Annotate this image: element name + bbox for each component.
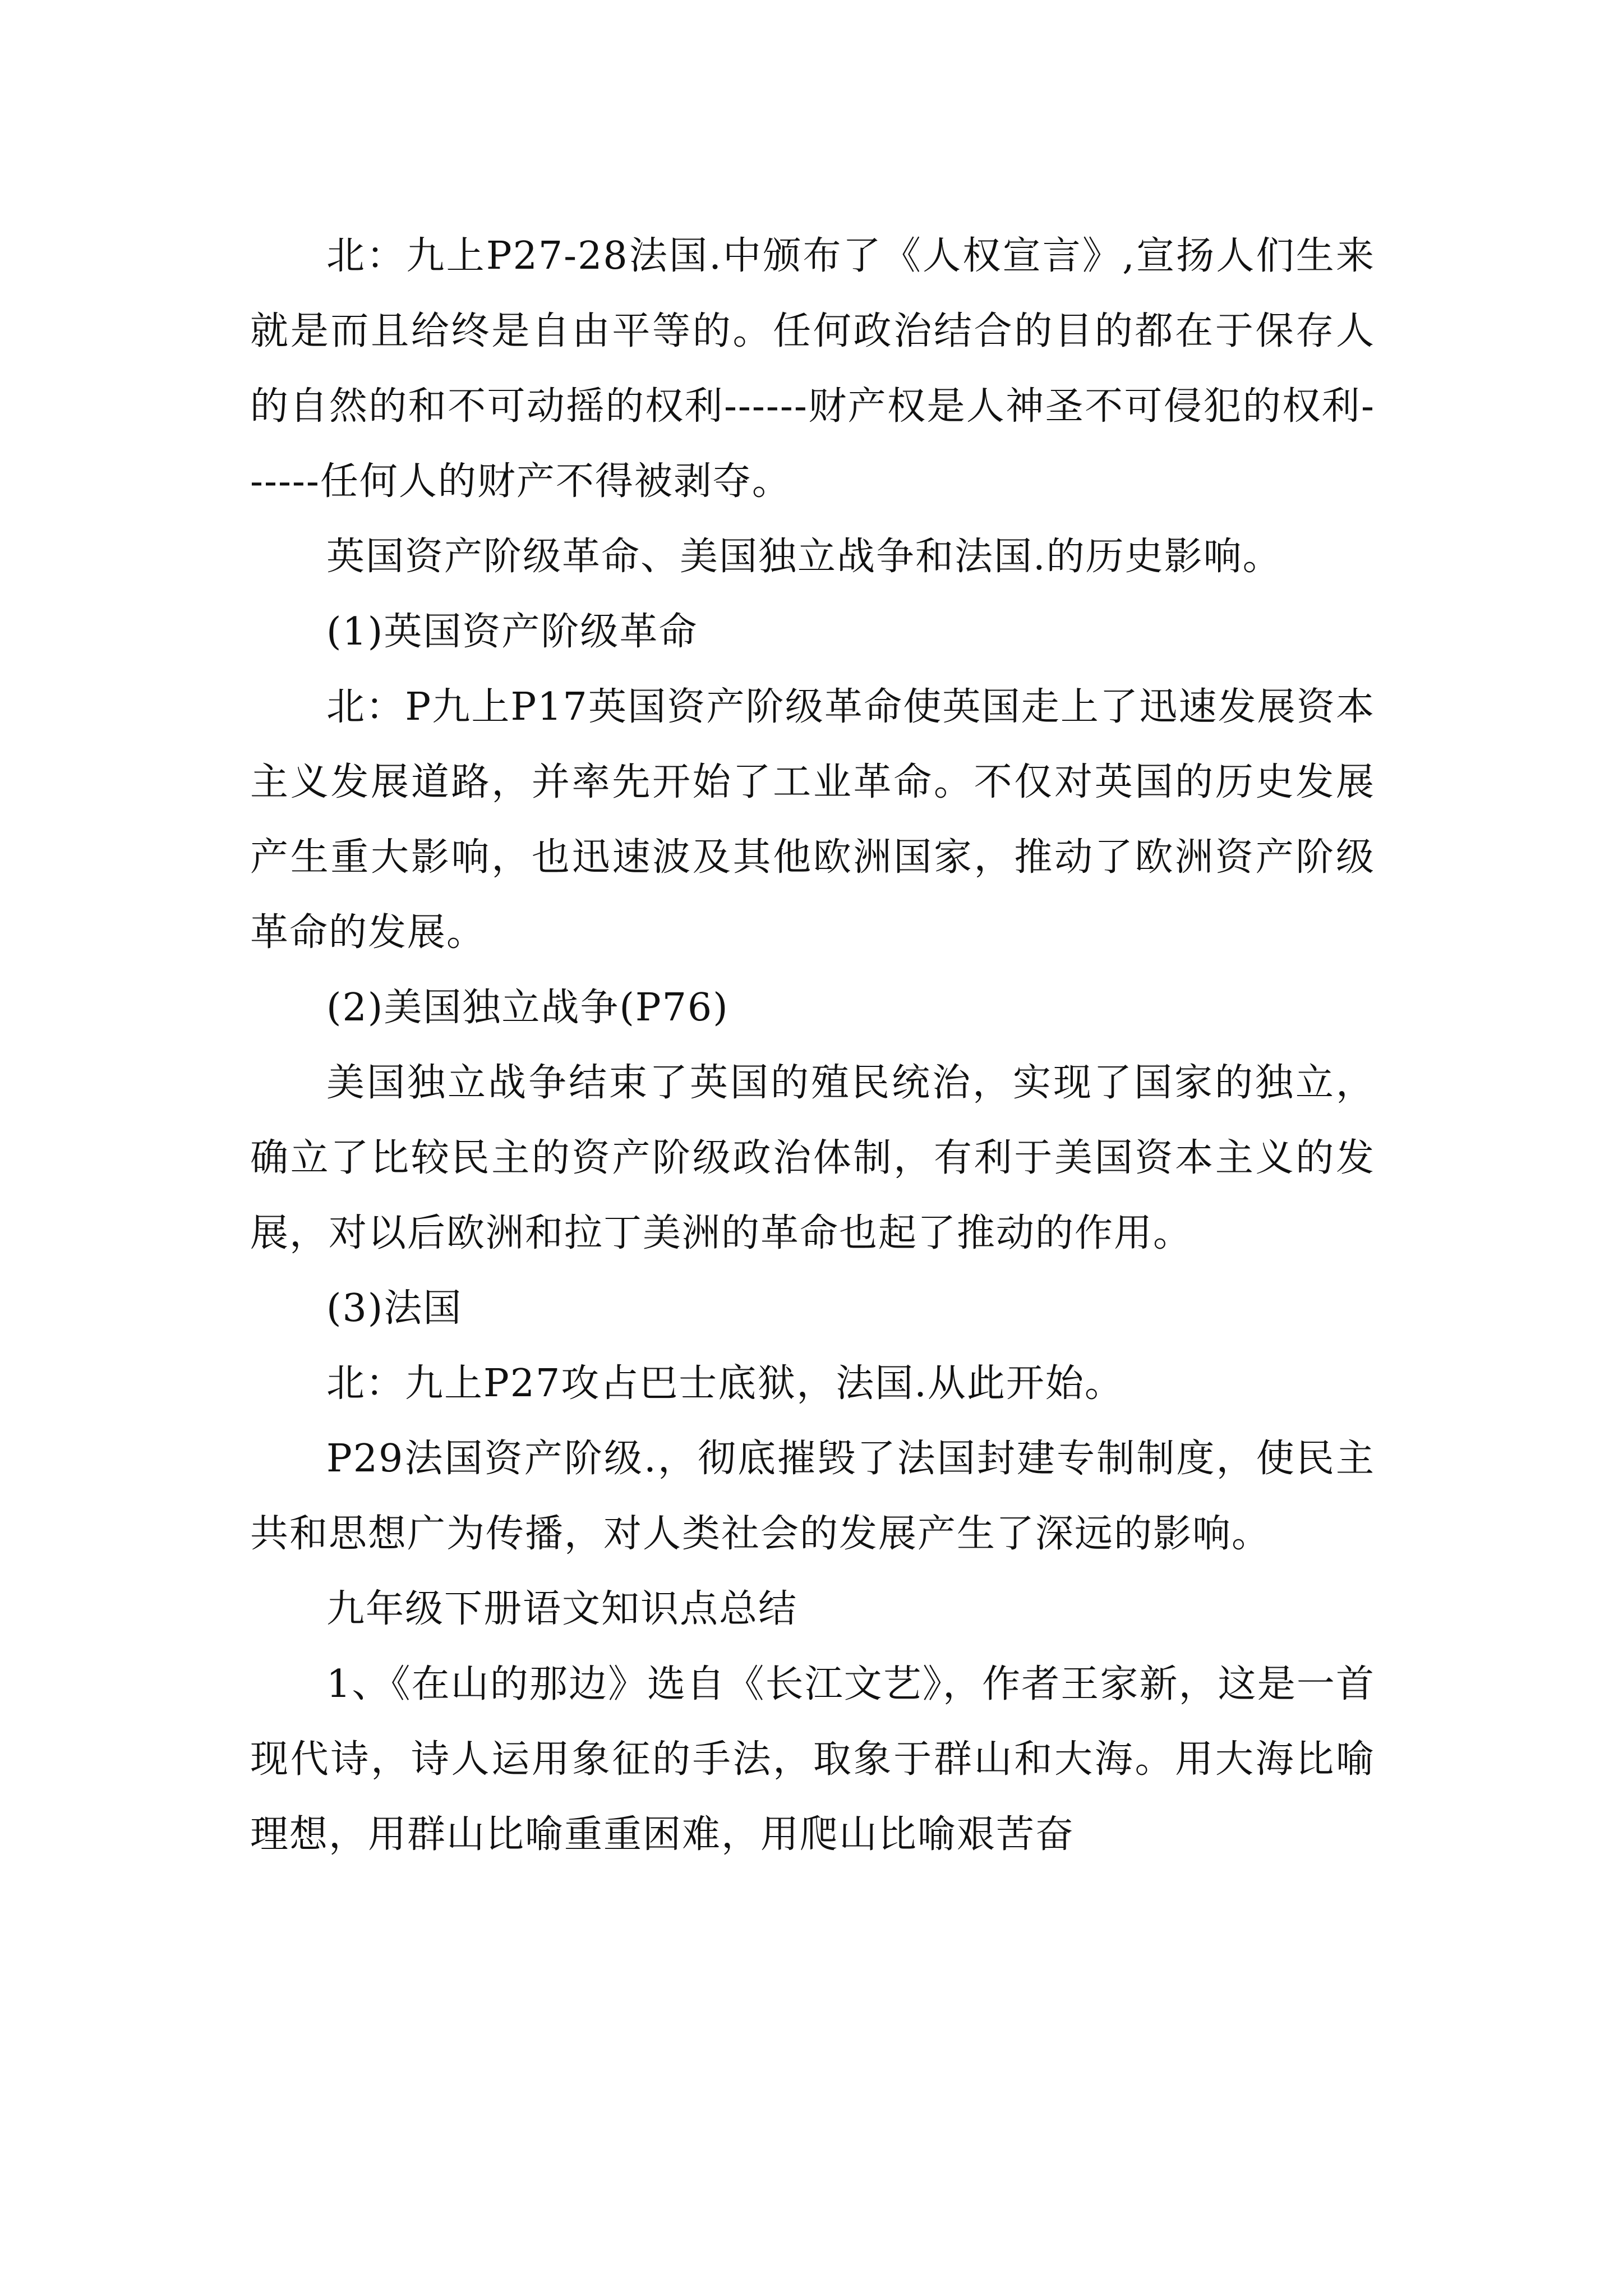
paragraph-historical-impact-heading: 英国资产阶级革命、美国独立战争和法国.的历史影响。 [326, 535, 1282, 579]
paragraph-bastille: 北：九上P27攻占巴士底狱，法国.从此开始。 [326, 1361, 1124, 1406]
paragraph-english-revolution: 北：P九上P17英国资产阶级革命使英国走上了迅速发展资本主义发展道路，并率先开始了工业革命。不仅对英国的历史发展产生重大影响，也迅速波及其他欧洲国家，推动了欧洲资产阶级革命的发展。 [250, 685, 1375, 955]
paragraph-american-war: 美国独立战争结束了英国的殖民统治，实现了国家的独立，确立了比较民主的资产阶级政治体制，有利于美国资本主义的发展，对以后欧洲和拉丁美洲的革命也起了推动的作用。 [250, 1061, 1375, 1255]
document-body [250, 219, 1375, 1872]
paragraph-mountain-poem: 1、《在山的那边》选自《长江文艺》，作者王家新，这是一首现代诗，诗人运用象征的手法，取象于群山和大海。用大海比喻理想，用群山比喻重重困难，用爬山比喻艰苦奋 [250, 1662, 1375, 1857]
paragraph-french-bourgeoisie: P29法国资产阶级.，彻底摧毁了法国封建专制制度，使民主共和思想广为传播，对人类社会的发展产生了深远的影响。 [250, 1437, 1375, 1556]
paragraph-english-revolution-heading: (1)英国资产阶级革命 [326, 610, 698, 654]
paragraph-chinese-summary-heading: 九年级下册语文知识点总结 [326, 1587, 798, 1631]
paragraph-declaration: 北：九上P27-28法国.中颁布了《人权宣言》,宣扬人们生来就是而且给终是自由平等的。任何政治结合的目的都在于保存人的自然的和不可动摇的权利------财产权是人神圣不可侵犯的权利------任何人的财产不得被剥夺。 [250, 234, 1375, 504]
paragraph-american-war-heading: (2)美国独立战争(P76) [326, 986, 729, 1030]
paragraph-france-heading: (3)法国 [326, 1286, 463, 1331]
